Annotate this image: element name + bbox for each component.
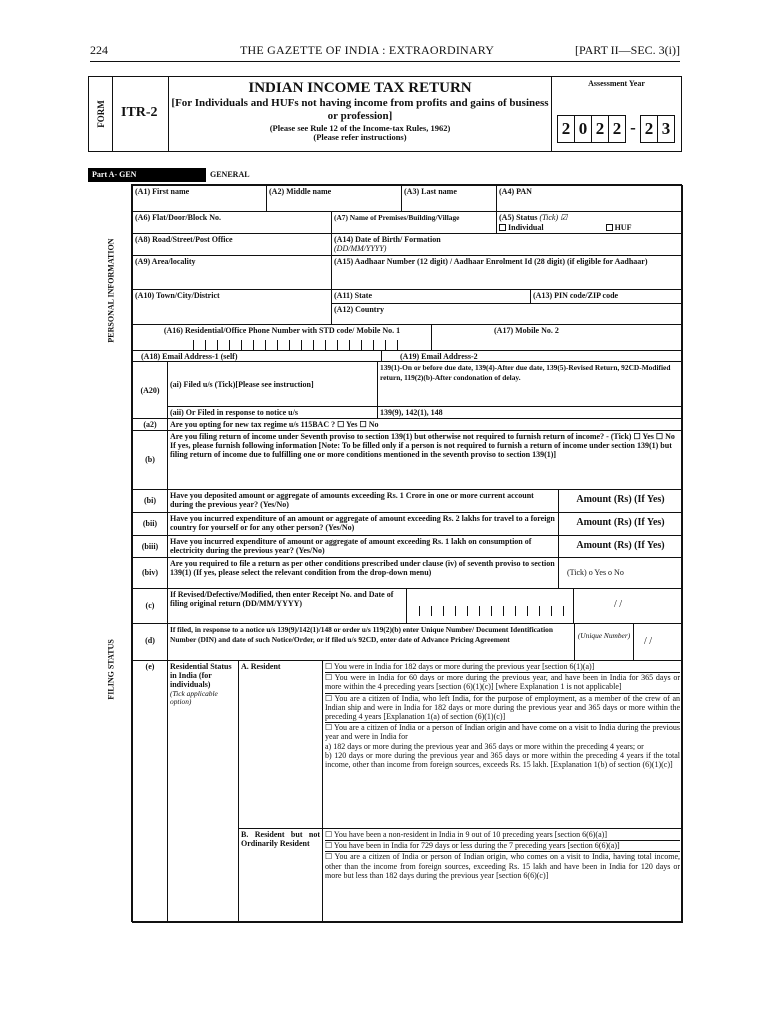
assessment-year-cell (551, 77, 681, 151)
pan-field[interactable] (496, 185, 683, 212)
form-title-block (88, 76, 682, 152)
tick-applicable-hint: (Tick applicable option) (170, 688, 218, 707)
road-label: (A8) Road/Street/Post Office (135, 235, 233, 244)
rnor-options (322, 828, 683, 923)
individual-label: Individual (508, 223, 544, 233)
resident-label: A. Resident (241, 662, 281, 671)
town-label: (A10) Town/City/District (135, 291, 220, 300)
header-rule (90, 61, 680, 62)
biii-amount[interactable]: Amount (Rs) (If Yes) (558, 535, 683, 558)
form-label-cell (89, 77, 113, 151)
resident-option-crew[interactable]: ☐ You are a citizen of India, who left India, for the purpose of employment, as a member of the crew of an Indian ship and were in India for 182 days or more during the previous year and 365 days or more within the preceding 4 years [Explanation 1(a) of section (6)(1)(c)] (325, 694, 680, 724)
e-code-text: (e) (145, 662, 155, 671)
biv-code-text: (biv) (142, 568, 158, 577)
road-field[interactable] (132, 233, 332, 256)
aadhaar-field[interactable] (331, 255, 683, 290)
instructions-note: (Please refer instructions) (313, 132, 407, 143)
rnor-label: B. Resident but not Ordinarily Resident (241, 830, 320, 849)
seventh-proviso-text: Are you filing return of income under Seventh proviso to section 139(1) but otherwise not required to furnish return of income? - (Tick) ☐ Yes ☐ No (170, 432, 675, 441)
first-name-field[interactable] (132, 185, 267, 212)
gazette-title: THE GAZETTE OF INDIA : EXTRAORDINARY (240, 43, 495, 57)
d-code-text: (d) (145, 636, 155, 645)
b-code-text: (b) (145, 455, 155, 464)
rnor-option-729-days[interactable]: ☐ You have been in India for 729 days or less during the 7 preceding years [section 6(6)(a)] (325, 841, 680, 852)
pin-label: (A13) PIN code/ZIP code (533, 291, 619, 300)
a20-code (132, 361, 168, 419)
a20-notice-options-text: 139(9), 142(1), 148 (380, 408, 443, 417)
premises-label: (A7) Name of Premises/Building/Village (334, 213, 460, 222)
resident-option-visit-a: a) 182 days or more during the previous year and 365 days or more within the preceding 4 years; or (325, 741, 644, 751)
email1-label: (A18) Email Address-1 (self) (141, 352, 238, 361)
individual-checkbox[interactable] (499, 224, 506, 231)
ay-digit: 2 (640, 115, 658, 143)
c-code (132, 588, 168, 624)
a20-filed-us (167, 361, 378, 407)
e-code (132, 660, 168, 923)
part-label: Part A- GEN (88, 168, 206, 182)
section-label: GENERAL (210, 170, 250, 179)
last-name-label: (A3) Last name (404, 187, 457, 196)
status-field (496, 211, 683, 234)
ay-digit: 2 (557, 115, 575, 143)
part-header (88, 168, 682, 182)
bi-question (167, 489, 559, 513)
form-code: ITR-2 (113, 77, 169, 151)
resident-options (322, 660, 683, 829)
rnor-option-non-resident[interactable]: ☐ You have been a non-resident in India in 9 out of 10 preceding years [section 6(6)(a)] (325, 830, 680, 841)
ay-digit: 2 (591, 115, 609, 143)
page-number: 224 (90, 43, 108, 57)
rule-note: (Please see Rule 12 of the Income-tax Rules, 1962) (269, 122, 451, 133)
biv-yes-no[interactable]: (Tick) o Yes o No (558, 557, 683, 589)
locality-label: (A9) Area/locality (135, 257, 196, 266)
mobile2-label: (A17) Mobile No. 2 (494, 326, 559, 335)
last-name-field[interactable] (401, 185, 497, 212)
biv-code (132, 557, 168, 589)
resident-option-60-days[interactable]: ☐ You were in India for 60 days or more during the previous year, and have been in India for 365 days or more within the 4 preceding years [section (6)(1)(c)] [where Explanation 1 is not applicable] (325, 673, 680, 693)
country-label: (A12) Country (334, 305, 384, 314)
bi-code-text: (bi) (144, 496, 156, 505)
resident-option-visit[interactable]: ☐ You are a citizen of India or a person of Indian origin and have come on a visit to India during the previous year and were in India for (325, 723, 680, 742)
bii-amount[interactable]: Amount (Rs) (If Yes) (558, 512, 683, 536)
ay-digit: 0 (574, 115, 592, 143)
new-tax-regime-text: Are you opting for new tax regime u/s 115BAC ? ☐ Yes ☐ No (170, 420, 379, 429)
gazette-part: [PART II—SEC. 3(i)] (575, 43, 680, 57)
a2-code-text: (a2) (143, 420, 157, 429)
unique-number-field[interactable]: (Unique Number) (574, 623, 634, 661)
seventh-proviso-question[interactable] (167, 430, 683, 490)
ay-digit: 3 (657, 115, 675, 143)
rnor-option-visit[interactable]: ☐ You are a citizen of India or person of Indian origin, who comes on a visit to India, having total income, other than the income from foreign sources, exceeding Rs. 15 lakh and have been in India for 120 days or more but less than 182 days during the previous year [section 6(6)(c)] (325, 852, 680, 880)
d-text: If filed, in response to a notice u/s 139(9)/142(1)/148 or order u/s 119(2)(b) enter Unique Number/ Document Identification Number (DIN) and date of such Notice/Order, or if filed u/s 92CD, enter date of Advance Pricing Agreement (170, 625, 553, 644)
a20-options-text: 139(1)-On or before due date, 139(4)-After due date, 139(5)-Revised Return, 92CD-Modified return, 119(2)(b)-After condonation of delay. (380, 363, 671, 382)
receipt-digit-boxes[interactable] (408, 606, 564, 616)
middle-name-field[interactable] (266, 185, 402, 212)
huf-label: HUF (614, 223, 632, 233)
pin-field[interactable] (530, 289, 683, 304)
part-a-gen-table (131, 184, 682, 922)
form-title: INDIAN INCOME TAX RETURN (248, 80, 472, 96)
biv-question (167, 557, 559, 589)
phone-label: (A16) Residential/Office Phone Number with STD code/ Mobile No. 1 (163, 326, 401, 335)
c-question (167, 588, 407, 624)
a20-filed-label: (ai) Filed u/s (Tick)[Please see instruction] (170, 380, 314, 389)
form-title-cell (169, 77, 551, 151)
a20-code-text: (A20) (140, 386, 160, 395)
residential-status-label-cell (167, 660, 239, 923)
seventh-proviso-note: If yes, please furnish following information [Note: To be filled only if a person is not required to furnish a return of income under section 139(1) but filing return of income due to fulfilling one or more conditions mentioned in the seventh proviso to section 139(1)] (170, 441, 672, 460)
rnor-label-cell (238, 828, 323, 923)
status-tick-hint: (Tick) ☑ (539, 213, 568, 222)
country-field[interactable] (331, 303, 683, 325)
pan-label: (A4) PAN (499, 187, 532, 196)
bii-text: Have you incurred expenditure of an amount or aggregate of amount exceeding Rs. 2 lakhs for travel to a foreign country for yourself or for any other person? (Yes/No) (170, 514, 555, 533)
form-subtitle: [For Individuals and HUFs not having income from profits and gains of business or profession] (171, 97, 549, 123)
biii-text: Have you incurred expenditure of amount or aggregate of amount exceeding Rs. 1 lakh on consumption of electricity during the previous year? (Yes/No) (170, 537, 532, 556)
ay-digit: 2 (608, 115, 626, 143)
dob-label: (A14) Date of Birth/ Formation (334, 235, 441, 244)
premises-field[interactable] (331, 211, 497, 234)
a20-notice-label: (aii) Or Filed in response to notice u/s (170, 408, 298, 417)
huf-checkbox[interactable] (606, 224, 613, 231)
ay-dash: - (630, 118, 636, 137)
notice-date-field[interactable]: / / (633, 623, 683, 661)
dob-format: (DD/MM/YYYY) (334, 244, 387, 254)
mobile2-field[interactable] (431, 324, 683, 351)
email2-label: (A19) Email Address-2 (400, 352, 478, 361)
c-text: If Revised/Defective/Modified, then enter Receipt No. and Date of filing original return (DD/MM/YYYY) (170, 590, 394, 609)
flat-no-field[interactable] (132, 211, 332, 234)
biii-code-text: (biii) (141, 542, 159, 551)
town-field[interactable] (132, 289, 332, 325)
phone-digit-boxes[interactable] (182, 340, 398, 350)
bii-question (167, 512, 559, 536)
d-code (132, 623, 168, 661)
b-code (132, 430, 168, 490)
status-label: (A5) Status (499, 213, 538, 222)
form-label: FORM (95, 100, 106, 128)
original-return-date-field[interactable]: / / (573, 588, 683, 624)
bii-code-text: (bii) (142, 519, 158, 528)
bii-code (132, 512, 168, 536)
biv-text: Are you required to file a return as per other conditions prescribed under clause (iv) of seventh proviso to section 139(1) (If yes, please select the relevant condition from the drop-down menu) (170, 559, 555, 578)
resident-label-cell (238, 660, 323, 829)
d-question (167, 623, 575, 661)
running-header (90, 40, 680, 62)
resident-option-182-days[interactable]: ☐ You were in India for 182 days or more during the previous year [section 6(1)(a)] (325, 662, 680, 673)
bi-text: Have you deposited amount or aggregate of amounts exceeding Rs. 1 Crore in one or more current account during the previous year? (Yes/No) (170, 491, 534, 510)
c-code-text: (c) (145, 601, 155, 610)
biii-question (167, 535, 559, 558)
aadhaar-label: (A15) Aadhaar Number (12 digit) / Aadhaar Enrolment Id (28 digit) (if eligible for Aadhaar) (334, 257, 648, 266)
state-field[interactable] (331, 289, 531, 304)
resident-option-visit-b: b) 120 days or more during the previous year and 365 days or more within the preceding 4 years if the total income, other than income from foreign sources, exceeds Rs. 15 lakh. [Explanation 1(b) of section (6)(1)(c)] (325, 750, 680, 769)
bi-code (132, 489, 168, 513)
state-label: (A11) State (334, 291, 372, 300)
filing-status-side-label: FILING STATUS (106, 639, 116, 700)
residential-status-label: Residential Status in India (for individuals) (170, 662, 232, 690)
first-name-label: (A1) First name (135, 187, 190, 196)
middle-name-label: (A2) Middle name (269, 187, 332, 196)
locality-field[interactable] (132, 255, 332, 290)
dob-field[interactable] (331, 233, 683, 256)
assessment-year-digits (558, 115, 675, 143)
a20-section-options[interactable] (377, 361, 683, 407)
personal-info-side-label: PERSONAL INFORMATION (106, 238, 116, 343)
assessment-year-label: Assessment Year (588, 79, 645, 88)
flat-no-label: (A6) Flat/Door/Block No. (135, 213, 221, 222)
biii-code (132, 535, 168, 558)
bi-amount[interactable]: Amount (Rs) (If Yes) (558, 489, 683, 513)
